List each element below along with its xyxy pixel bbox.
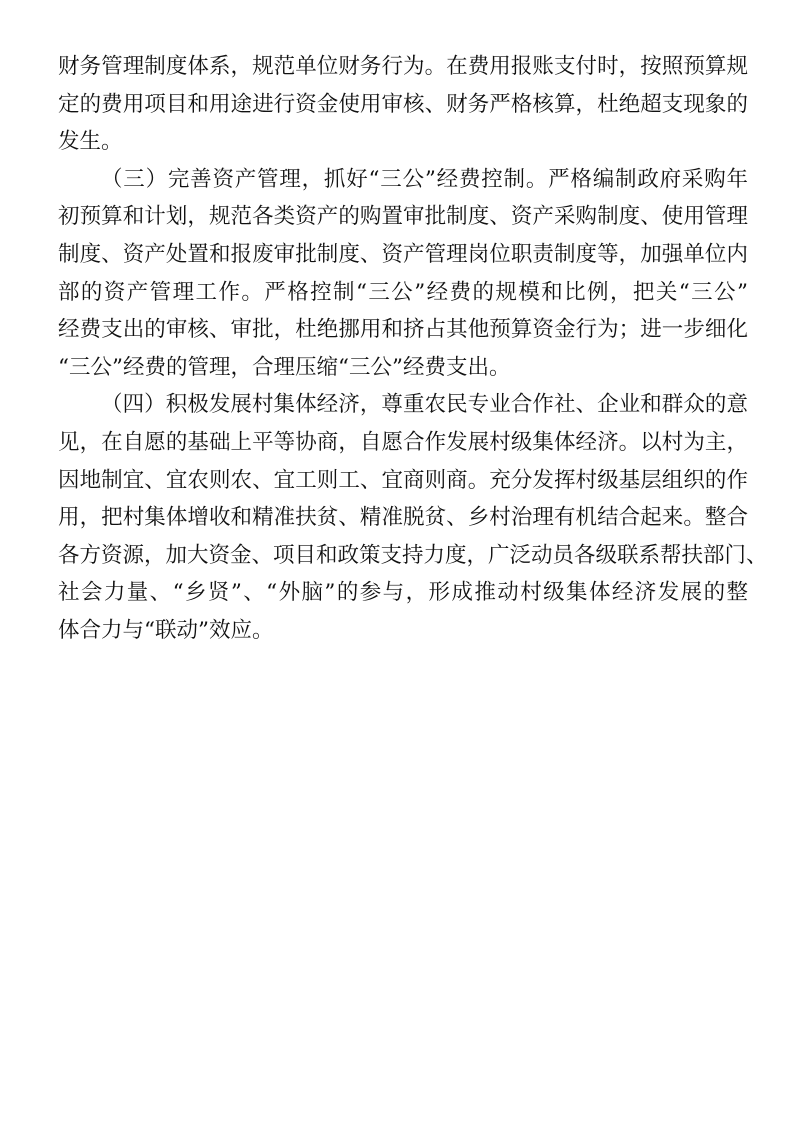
text-line: 经费支出的审核、审批，杜绝挪用和挤占其他预算资金行为；进一步细化: [58, 317, 748, 343]
text-line: 各方资源，加大资金、项目和政策支持力度，广泛动员各级联系帮扶部门、: [58, 542, 768, 568]
text-line: （四）积极发展村集体经济，尊重农民专业合作社、企业和群众的意: [101, 392, 748, 418]
text-line: 用，把村集体增收和精准扶贫、精准脱贫、乡村治理有机结合起来。整合: [58, 505, 748, 531]
text-line: 定的费用项目和用途进行资金使用审核、财务严格核算，杜绝超支现象的: [58, 91, 748, 117]
text-line: 初预算和计划，规范各类资产的购置审批制度、资产采购制度、使用管理: [58, 204, 748, 230]
text-line: （三）完善资产管理，抓好“三公”经费控制。严格编制政府采购年: [101, 166, 748, 192]
text-line: 制度、资产处置和报废审批制度、资产管理岗位职责制度等，加强单位内: [58, 241, 748, 267]
document-body: [58, 48, 768, 650]
text-line: “三公”经费的管理，合理压缩“三公”经费支出。: [58, 354, 511, 380]
text-line: 体合力与“联动”效应。: [58, 617, 274, 643]
text-line: 社会力量、“乡贤”、“外脑”的参与，形成推动村级集体经济发展的整: [58, 580, 748, 606]
paragraph-collective-economy: [58, 386, 768, 649]
text-line: 因地制宜、宜农则农、宜工则工、宜商则商。充分发挥村级基层组织的作: [58, 467, 748, 493]
paragraph-asset-management: [58, 161, 748, 387]
text-line: 发生。: [58, 129, 123, 155]
text-line: 部的资产管理工作。严格控制“三公”经费的规模和比例，把关“三公”: [58, 279, 748, 305]
text-line: 见，在自愿的基础上平等协商，自愿合作发展村级集体经济。以村为主，: [58, 429, 748, 455]
paragraph-financial-system: [58, 48, 748, 161]
text-line: 财务管理制度体系，规范单位财务行为。在费用报账支付时，按照预算规: [58, 54, 748, 79]
